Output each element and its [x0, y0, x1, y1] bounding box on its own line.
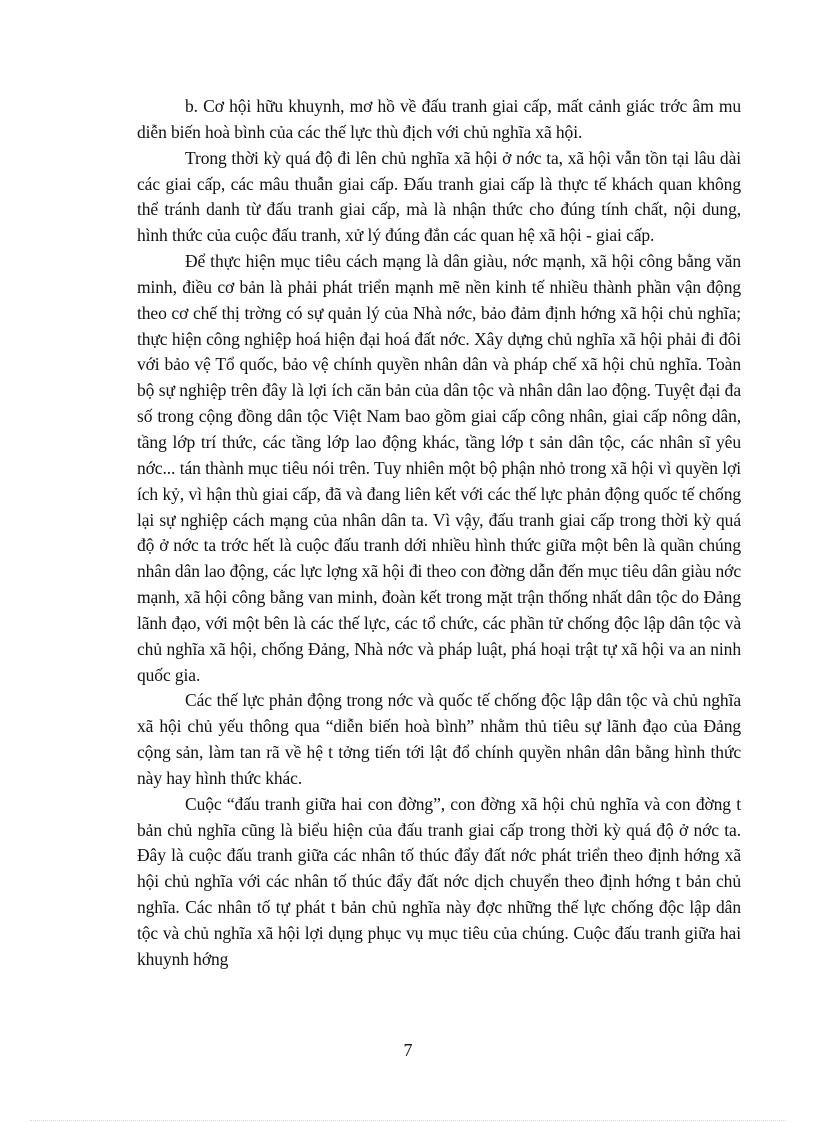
- paragraph-revolutionary-goal: Để thực hiện mục tiêu cách mạng là dân giàu, nớc mạnh, xã hội công bằng văn minh, điều cơ bản là phải phát triển mạnh mẽ nền kinh tế nhiều thành phần vận động theo cơ chế thị trờng có sự quản lý của Nhà nớc, bảo đảm định hớng xã hội chủ nghĩa; thực hiện công nghiệp hoá hiện đại hoá đất nớc. Xây dựng chủ nghĩa xã hội phải đi đôi với bảo vệ Tổ quốc, bảo vệ chính quyền nhân dân và pháp chế xã hội chủ nghĩa. Toàn bộ sự nghiệp trên đây là lợi ích căn bản của dân tộc và nhân dân lao động. Tuyệt đại đa số trong cộng đồng dân tộc Việt Nam bao gồm giai cấp công nhân, giai cấp nông dân, tầng lớp trí thức, các tầng lớp lao động khác, tầng lớp t sản dân tộc, các nhân sĩ yêu nớc... tán thành mục tiêu nói trên. Tuy nhiên một bộ phận nhỏ trong xã hội vì quyền lợi ích kỷ, vì hận thù giai cấp, đã và đang liên kết với các thế lực phản động quốc tế chống lại sự nghiệp cách mạng của nhân dân ta. Vì vậy, đấu tranh giai cấp trong thời kỳ quá độ ở nớc ta trớc hết là cuộc đấu tranh dới nhiều hình thức giữa một bên là quần chúng nhân dân lao động, các lực lợng xã hội đi theo con đờng dẫn đến mục tiêu dân giàu nớc mạnh, xã hội công bằng van minh, đoàn kết trong mặt trận thống nhất dân tộc do Đảng lãnh đạo, với một bên là các thế lực, các tổ chức, các phần tử chống độc lập dân tộc và chủ nghĩa xã hội, chống Đảng, Nhà nớc và pháp luật, phá hoại trật tự xã hội va an ninh quốc gia.: [137, 251, 741, 685]
- paragraph-two-roads: Cuộc “đấu tranh giữa hai con đờng”, con đờng xã hội chủ nghĩa và con đờng t bản chủ nghĩa cũng là biểu hiện của đấu tranh giai cấp trong thời kỳ quá độ ở nớc ta. Đây là cuộc đấu tranh giữa các nhân tố thúc đẩy đất nớc phát triển theo định hớng xã hội chủ nghĩa với các nhân tố thúc đẩy đất nớc dịch chuyển theo định hớng t bản chủ nghĩa. Các nhân tố tự phát t bản chủ nghĩa này đợc những thế lực chống độc lập dân tộc và chủ nghĩa xã hội lợi dụng phục vụ mục tiêu của chúng. Cuộc đấu tranh giữa hai khuynh hớng: [137, 793, 741, 969]
- paragraph-transition-period: Trong thời kỳ quá độ đi lên chủ nghĩa xã hội ở nớc ta, xã hội vẫn tồn tại lâu dài các giai cấp, các mâu thuẫn giai cấp. Đấu tranh giai cấp là thực tế khách quan không thể tránh danh từ đấu tranh giai cấp, mà là nhận thức cho đúng tính chất, nội dung, hình thức của cuộc đấu tranh, xử lý đúng đắn các quan hệ xã hội - giai cấp.: [137, 147, 741, 246]
- paragraph-opportunism: b. Cơ hội hữu khuynh, mơ hồ về đấu tranh giai cấp, mất cảnh giác trớc âm mu diễn biến hoà bình của các thế lực thù địch với chủ nghĩa xã hội.: [137, 96, 741, 142]
- page-body: [137, 94, 741, 973]
- page-number: 7: [403, 1040, 413, 1060]
- page-bottom-divider: [30, 1120, 786, 1121]
- paragraph-reactionary-forces: Các thế lực phản động trong nớc và quốc tế chống độc lập dân tộc và chủ nghĩa xã hội chủ yếu thông qua “diễn biến hoà bình” nhằm thủ tiêu sự lãnh đạo của Đảng cộng sản, làm tan rã về hệ t tởng tiến tới lật đổ chính quyền nhân dân bằng hình thức này hay hình thức khác.: [137, 690, 741, 788]
